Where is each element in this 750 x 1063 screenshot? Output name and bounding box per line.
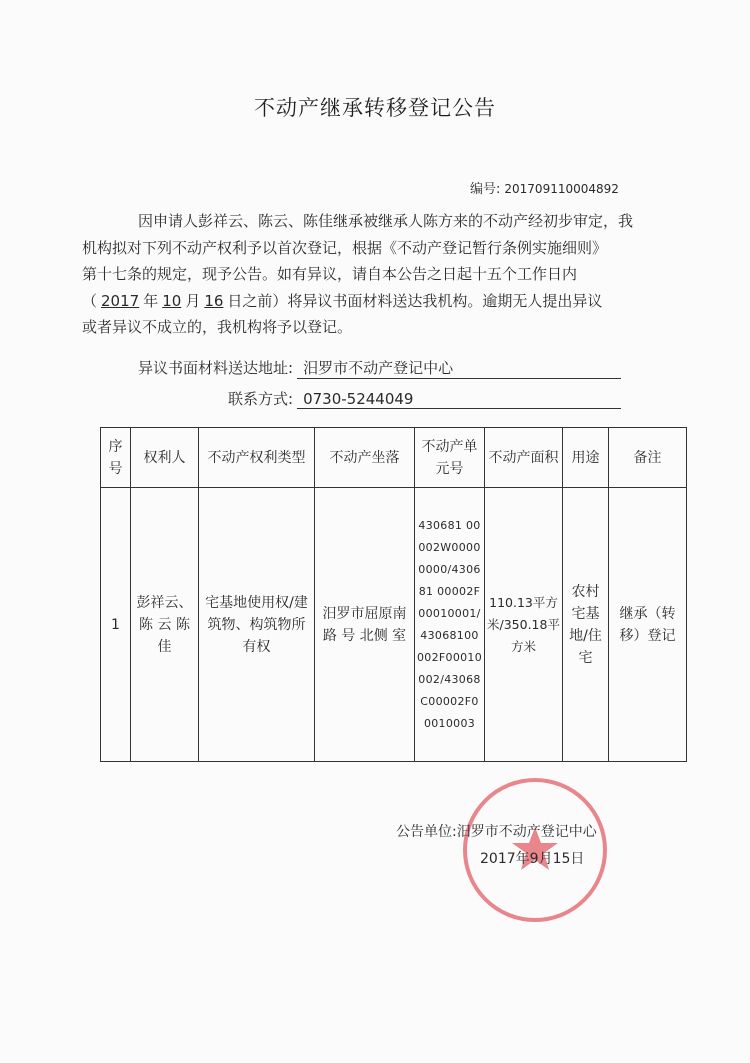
date-day-unit: 日 (570, 851, 585, 867)
body-line-3: 第十七条的规定，现予公告。如有异议，请自本公告之日起十五个工作日内 (82, 265, 578, 283)
header-unit-no: 不动产单元号 (415, 428, 485, 488)
objection-address-value: 汨罗市不动产登记中心 (297, 357, 621, 379)
body-line-4 (82, 288, 648, 315)
document-number-value: 201709110004892 (504, 182, 619, 196)
header-use: 用途 (563, 428, 609, 488)
cell-area: 110.13平方米/350.18平方米 (485, 488, 563, 762)
header-area: 不动产面积 (485, 428, 563, 488)
table-header-row (101, 428, 687, 488)
header-right-type: 不动产权利类型 (199, 428, 315, 488)
cell-right-type: 宅基地使用权/建筑物、构筑物所有权 (199, 488, 315, 762)
date-month: 9 (529, 851, 539, 867)
cell-use: 农村宅基地/住宅 (563, 488, 609, 762)
date-month-unit: 月 (538, 851, 553, 867)
document-number-label: 编号: (470, 182, 501, 197)
header-location: 不动产坐落 (315, 428, 415, 488)
cell-seq: 1 (101, 488, 131, 762)
date-year-unit: 年 (515, 851, 530, 867)
cell-unit-no: 430681 00002W00000000/430681 00002F00010001/43068100 002F00010002/43068 C00002F00010003 (415, 488, 485, 762)
body-line-1: 因申请人彭祥云、陈云、陈佳继承被继承人陈方来的不动产经初步审定，我 (138, 212, 634, 230)
table-row (101, 488, 687, 762)
month-unit: 月 (185, 291, 201, 310)
property-table (100, 427, 687, 762)
announcement-body (82, 208, 648, 341)
document-title: 不动产继承转移登记公告 (254, 96, 496, 120)
cell-remark: 继承（转移）登记 (609, 488, 687, 762)
date-day: 15 (552, 851, 571, 867)
deadline-day: 16 (204, 291, 224, 310)
objection-address (138, 357, 621, 379)
body-line-4-rest: 日之前）将异议书面材料送达我机构。逾期无人提出异议 (227, 291, 603, 310)
deadline-year: 2017 (101, 291, 140, 310)
signature-line (396, 821, 597, 841)
year-unit: 年 (143, 291, 159, 310)
header-remark: 备注 (609, 428, 687, 488)
body-line-5: 或者异议不成立的，我机构将予以登记。 (82, 318, 353, 336)
signature-label: 公告单位: (396, 824, 457, 840)
cell-holder: 彭祥云、陈 云 陈 佳 (131, 488, 199, 762)
document-number (470, 178, 619, 197)
paren-open: （ (82, 291, 98, 310)
header-holder: 权利人 (131, 428, 199, 488)
date-year: 2017 (480, 851, 516, 867)
contact-value: 0730-5244049 (297, 390, 621, 409)
deadline-month: 10 (162, 291, 182, 310)
header-seq: 序号 (101, 428, 131, 488)
signature-org: 汨罗市不动产登记中心 (456, 824, 597, 840)
announcement-date (480, 848, 584, 868)
contact-label: 联系方式: (228, 390, 294, 408)
body-line-2: 机构拟对下列不动产权利予以首次登记，根据《不动产登记暂行条例实施细则》 (82, 238, 608, 257)
objection-address-label: 异议书面材料送达地址: (138, 359, 294, 377)
contact-info (228, 388, 621, 409)
cell-location: 汨罗市屈原南路 号 北侧 室 (315, 488, 415, 762)
